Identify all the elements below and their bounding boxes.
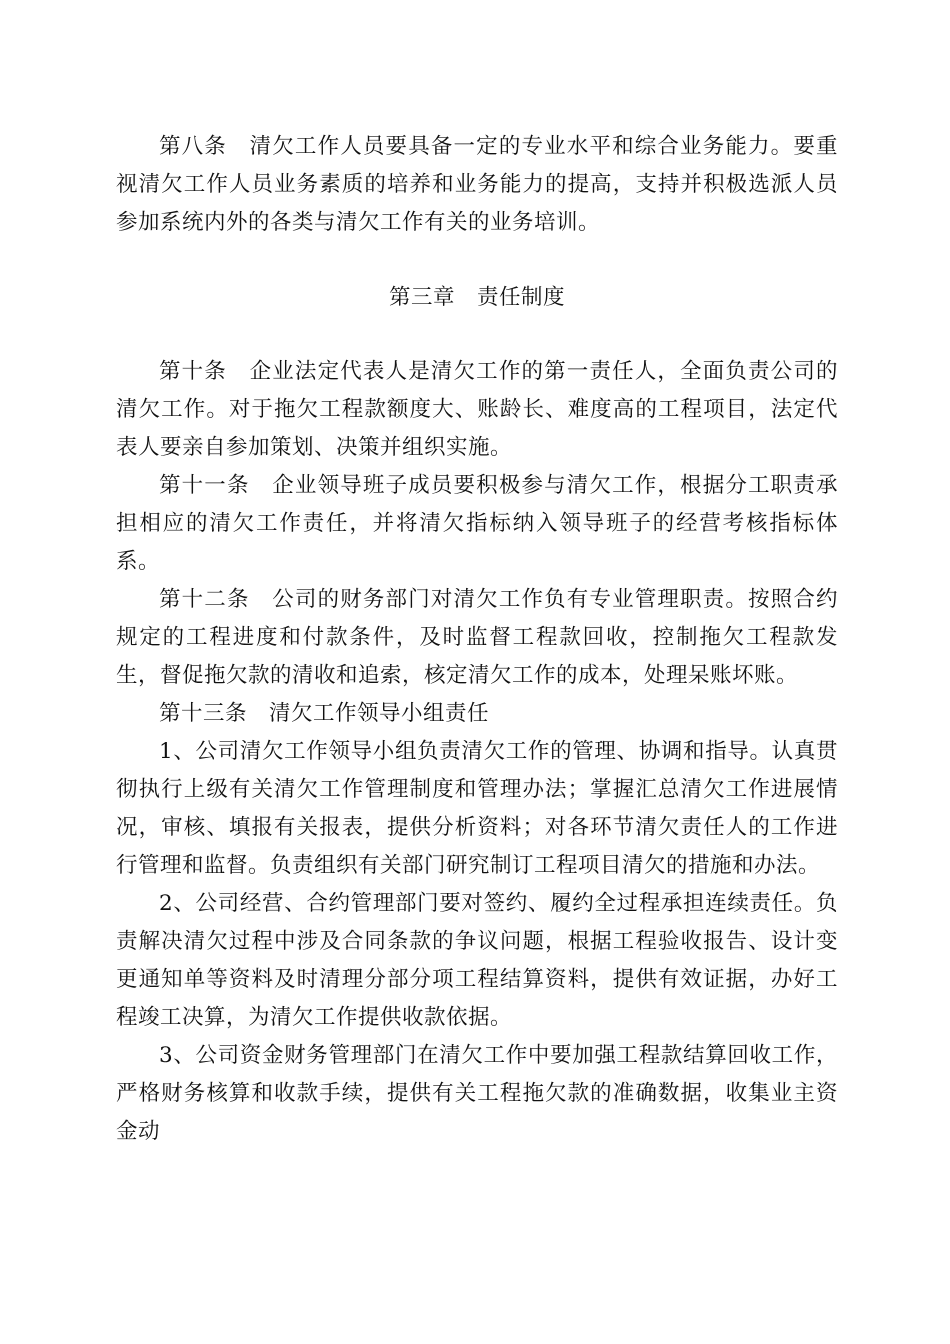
- article-11-paragraph: 第十一条 企业领导班子成员要积极参与清欠工作，根据分工职责承担相应的清欠工作责任，并将清欠指标纳入领导班子的经营考核指标体系。: [116, 473, 838, 574]
- document-page: [116, 128, 838, 1151]
- item-2-paragraph: 2、公司经营、合约管理部门要对签约、履约全过程承担连续责任。负责解决清欠过程中涉及合同条款的争议问题，根据工程验收报告、设计变更通知单等资料及时清理分部分项工程结算资料，提供有效证据，办好工程竣工决算，为清欠工作提供收款依据。: [116, 891, 838, 1030]
- item-1-paragraph: 1、公司清欠工作领导小组负责清欠工作的管理、协调和指导。认真贯彻执行上级有关清欠工作管理制度和管理办法；掌握汇总清欠工作进展情况，审核、填报有关报表，提供分析资料；对各环节清欠责任人的工作进行管理和监督。负责组织有关部门研究制订工程项目清欠的措施和办法。: [116, 739, 838, 878]
- article-12-paragraph: 第十二条 公司的财务部门对清欠工作负有专业管理职责。按照合约规定的工程进度和付款条件，及时监督工程款回收，控制拖欠工程款发生，督促拖欠款的清收和追索，核定清欠工作的成本，处理呆账坏账。: [116, 587, 838, 688]
- article-10-paragraph: 第十条 企业法定代表人是清欠工作的第一责任人，全面负责公司的清欠工作。对于拖欠工程款额度大、账龄长、难度高的工程项目，法定代表人要亲自参加策划、决策并组织实施。: [116, 359, 838, 460]
- article-13-heading: 第十三条 清欠工作领导小组责任: [159, 701, 490, 726]
- item-3-paragraph: 3、公司资金财务管理部门在清欠工作中要加强工程款结算回收工作，严格财务核算和收款手续，提供有关工程拖欠款的准确数据，收集业主资金动: [116, 1043, 838, 1144]
- chapter-title: 第三章 责任制度: [388, 285, 565, 310]
- article-8-paragraph: 第八条 清欠工作人员要具备一定的专业水平和综合业务能力。要重视清欠工作人员业务素质的培养和业务能力的提高，支持并积极选派人员参加系统内外的各类与清欠工作有关的业务培训。: [116, 134, 838, 235]
